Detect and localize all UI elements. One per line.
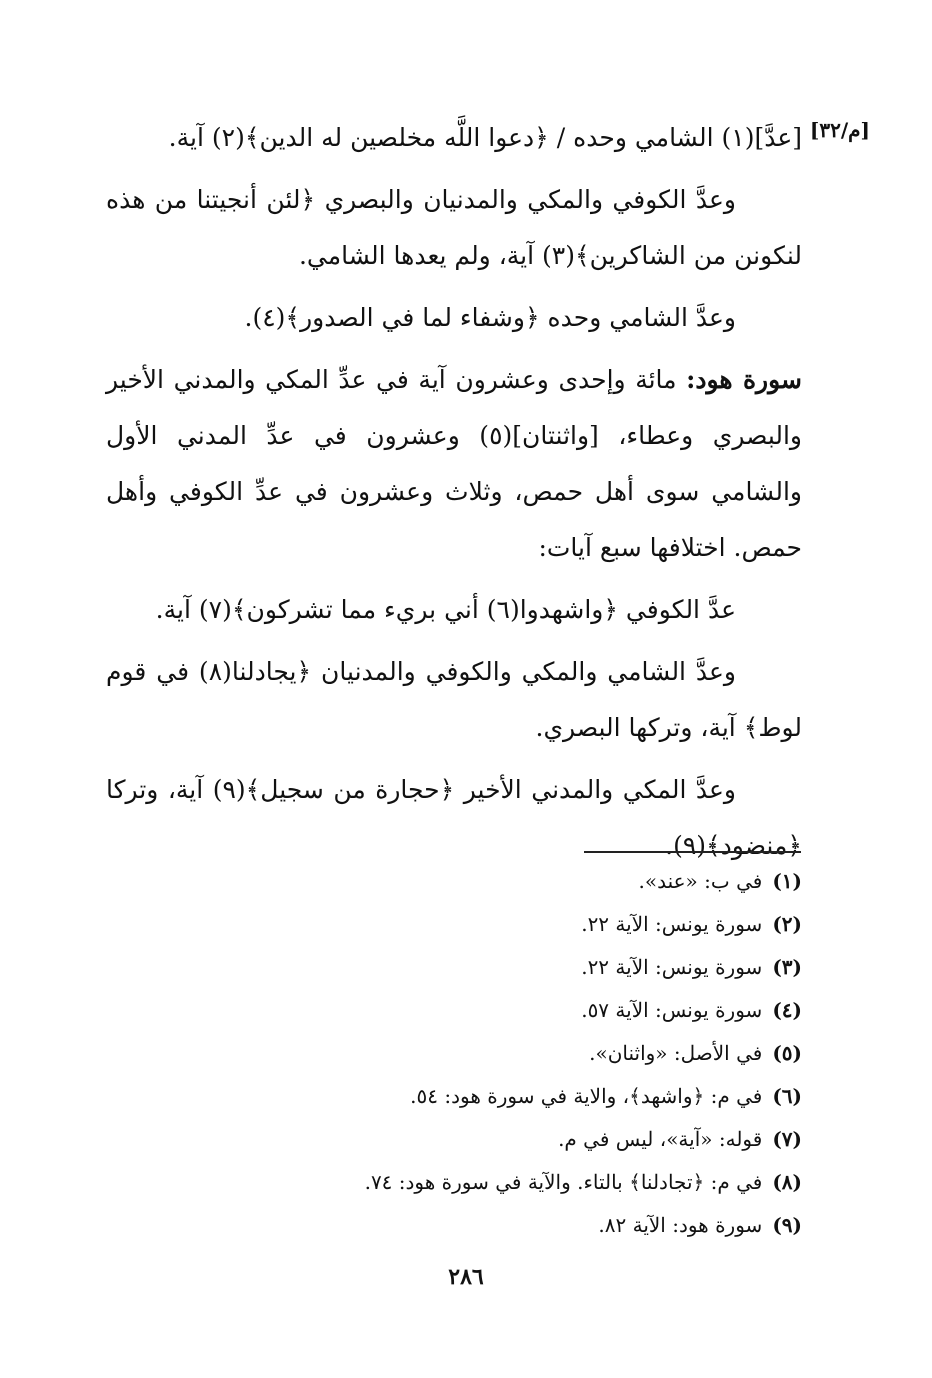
footnotes bbox=[182, 860, 802, 1247]
footnote bbox=[182, 903, 802, 946]
footnote-number: (٧) bbox=[772, 1127, 802, 1151]
footnote bbox=[182, 860, 802, 903]
footnote bbox=[182, 1204, 802, 1247]
footnote-text: في م: ﴿واشهد﴾، والاية في سورة هود: ٥٤. bbox=[410, 1084, 763, 1108]
paragraph: [عدَّ](١) الشامي وحده / ﴿دعوا اللَّه مخلصين له الدين﴾(٢) آية. bbox=[168, 123, 802, 152]
footnote-text: في ب: «عند». bbox=[638, 869, 763, 893]
main-text bbox=[106, 110, 802, 880]
paragraph: وعدَّ الكوفي والمكي والمدنيان والبصري ﴿لئن أنجيتنا من هذه لنكونن من الشاكرين﴾(٣) آية، ولم يعدها الشامي. bbox=[106, 185, 802, 270]
footnote-number: (١) bbox=[772, 869, 802, 893]
footnote-number: (٥) bbox=[772, 1041, 802, 1065]
paragraph: وعدَّ المكي والمدني الأخير ﴿حجارة من سجيل﴾(٩) آية، وتركا ﴿منضود﴾(٩). bbox=[106, 775, 802, 860]
footnote-text: سورة يونس: الآية ٥٧. bbox=[581, 998, 763, 1022]
margin-reference: [م/٣٢] bbox=[809, 118, 870, 142]
footnote bbox=[182, 1118, 802, 1161]
footnote-number: (٩) bbox=[772, 1213, 802, 1237]
paragraph: عدَّ الكوفي ﴿واشهدوا(٦) أني بريء مما تشركون﴾(٧) آية. bbox=[155, 595, 736, 624]
paragraph: وعدَّ الشامي والمكي والكوفي والمدنيان ﴿يجادلنا(٨) في قوم لوط﴾ آية، وتركها البصري. bbox=[106, 657, 802, 742]
footnote-number: (٨) bbox=[772, 1170, 802, 1194]
footnote-text: في الأصل: «واثنان». bbox=[589, 1041, 763, 1065]
paragraph: وعدَّ الشامي وحده ﴿وشفاء لما في الصدور﴾(٤). bbox=[244, 303, 736, 332]
footnote bbox=[182, 946, 802, 989]
footnote-text: سورة يونس: الآية ٢٢. bbox=[581, 912, 763, 936]
footnote-number: (٢) bbox=[772, 912, 802, 936]
surah-heading: سورة هود: bbox=[686, 365, 802, 394]
footnote-number: (٣) bbox=[772, 955, 802, 979]
footnote-text: سورة هود: الآية ٨٢. bbox=[598, 1213, 763, 1237]
footnote-text: في م: ﴿تجادلنا﴾ بالتاء. والآية في سورة هود: ٧٤. bbox=[364, 1170, 763, 1194]
paragraph-body: مائة وإحدى وعشرون آية في عدِّ المكي والمدني الأخير والبصري وعطاء، [واثنتان](٥) وعشرون في عدِّ المدني الأول والشامي سوى أهل حمص، وثلاث وعشرون في عدِّ الكوفي وأهل حمص. اختلافها سبع آيات: bbox=[106, 365, 802, 562]
page-number: ٢٨٦ bbox=[448, 1264, 484, 1290]
footnote bbox=[182, 1032, 802, 1075]
footnote-text: سورة يونس: الآية ٢٢. bbox=[581, 955, 763, 979]
paragraph-surah-hud bbox=[106, 352, 802, 576]
footnote bbox=[182, 1161, 802, 1204]
footnote bbox=[182, 989, 802, 1032]
footnote-separator bbox=[584, 851, 801, 853]
footnote-text: قوله: «آية»، ليس في م. bbox=[558, 1127, 763, 1151]
footnote bbox=[182, 1075, 802, 1118]
footnote-number: (٦) bbox=[772, 1084, 802, 1108]
footnote-number: (٤) bbox=[772, 998, 802, 1022]
